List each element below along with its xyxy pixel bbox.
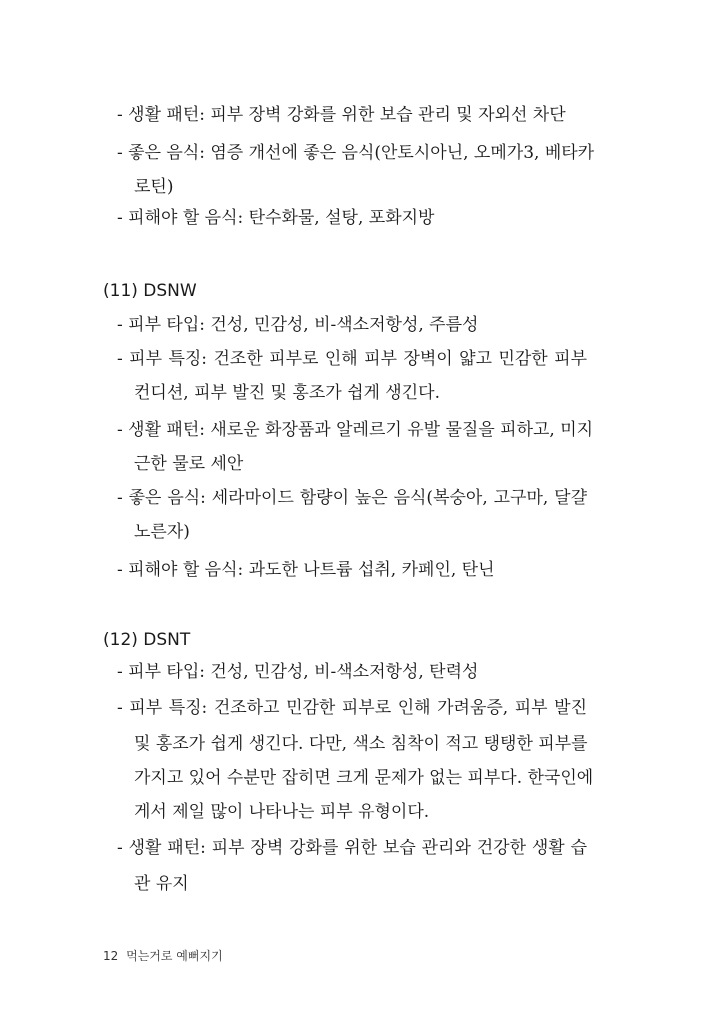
list-item-avoid-food: - 피해야 할 음식: 과도한 나트륨 섭취, 카페인, 탄닌 [117,560,495,580]
list-item-skin-feature-cont: 가지고 있어 수분만 잡히면 크게 문제가 없는 피부다. 한국인에 [134,768,594,788]
list-item-good-food-cont: 노른자) [134,522,190,542]
list-item-lifestyle: - 생활 패턴: 피부 장벽 강화를 위한 보습 관리 및 자외선 차단 [117,105,566,125]
list-item-lifestyle-cont: 근한 물로 세안 [134,454,244,474]
list-item-good-food: - 좋은 음식: 세라마이드 함량이 높은 음식(복숭아, 고구마, 달걀 [117,488,587,508]
list-item-lifestyle: - 생활 패턴: 피부 장벽 강화를 위한 보습 관리와 건강한 생활 습 [117,838,587,858]
list-item-avoid-food: - 피해야 할 음식: 탄수화물, 설탕, 포화지방 [117,208,435,228]
page-footer [103,947,223,965]
list-item-skin-feature: - 피부 특징: 건조하고 민감한 피부로 인해 가려움증, 피부 발진 [117,698,587,718]
list-item-skin-feature: - 피부 특징: 건조한 피부로 인해 피부 장벽이 얇고 민감한 피부 [117,349,587,369]
list-item-lifestyle: - 생활 패턴: 새로운 화장품과 알레르기 유발 물질을 피하고, 미지 [117,420,594,440]
section-heading-dsnw: (11) DSNW [103,281,197,301]
page-number: 12 [103,949,119,963]
book-title: 먹는거로 예뻐지기 [126,949,223,963]
list-item-lifestyle-cont: 관 유지 [134,874,189,894]
list-item-skin-feature-cont: 게서 제일 많이 나타나는 피부 유형이다. [134,802,430,822]
list-item-good-food: - 좋은 음식: 염증 개선에 좋은 음식(안토시아닌, 오메가3, 베타카 [117,143,595,163]
list-item-skin-feature-cont: 및 홍조가 쉽게 생긴다. 다만, 색소 침착이 적고 탱탱한 피부를 [134,734,588,754]
list-item-skin-type: - 피부 타입: 건성, 민감성, 비-색소저항성, 주름성 [117,315,479,335]
section-heading-dsnt: (12) DSNT [103,630,191,650]
list-item-skin-feature-cont: 컨디션, 피부 발진 및 홍조가 쉽게 생긴다. [134,383,440,403]
list-item-good-food-cont: 로틴) [134,177,174,197]
list-item-skin-type: - 피부 타입: 건성, 민감성, 비-색소저항성, 탄력성 [117,662,479,682]
